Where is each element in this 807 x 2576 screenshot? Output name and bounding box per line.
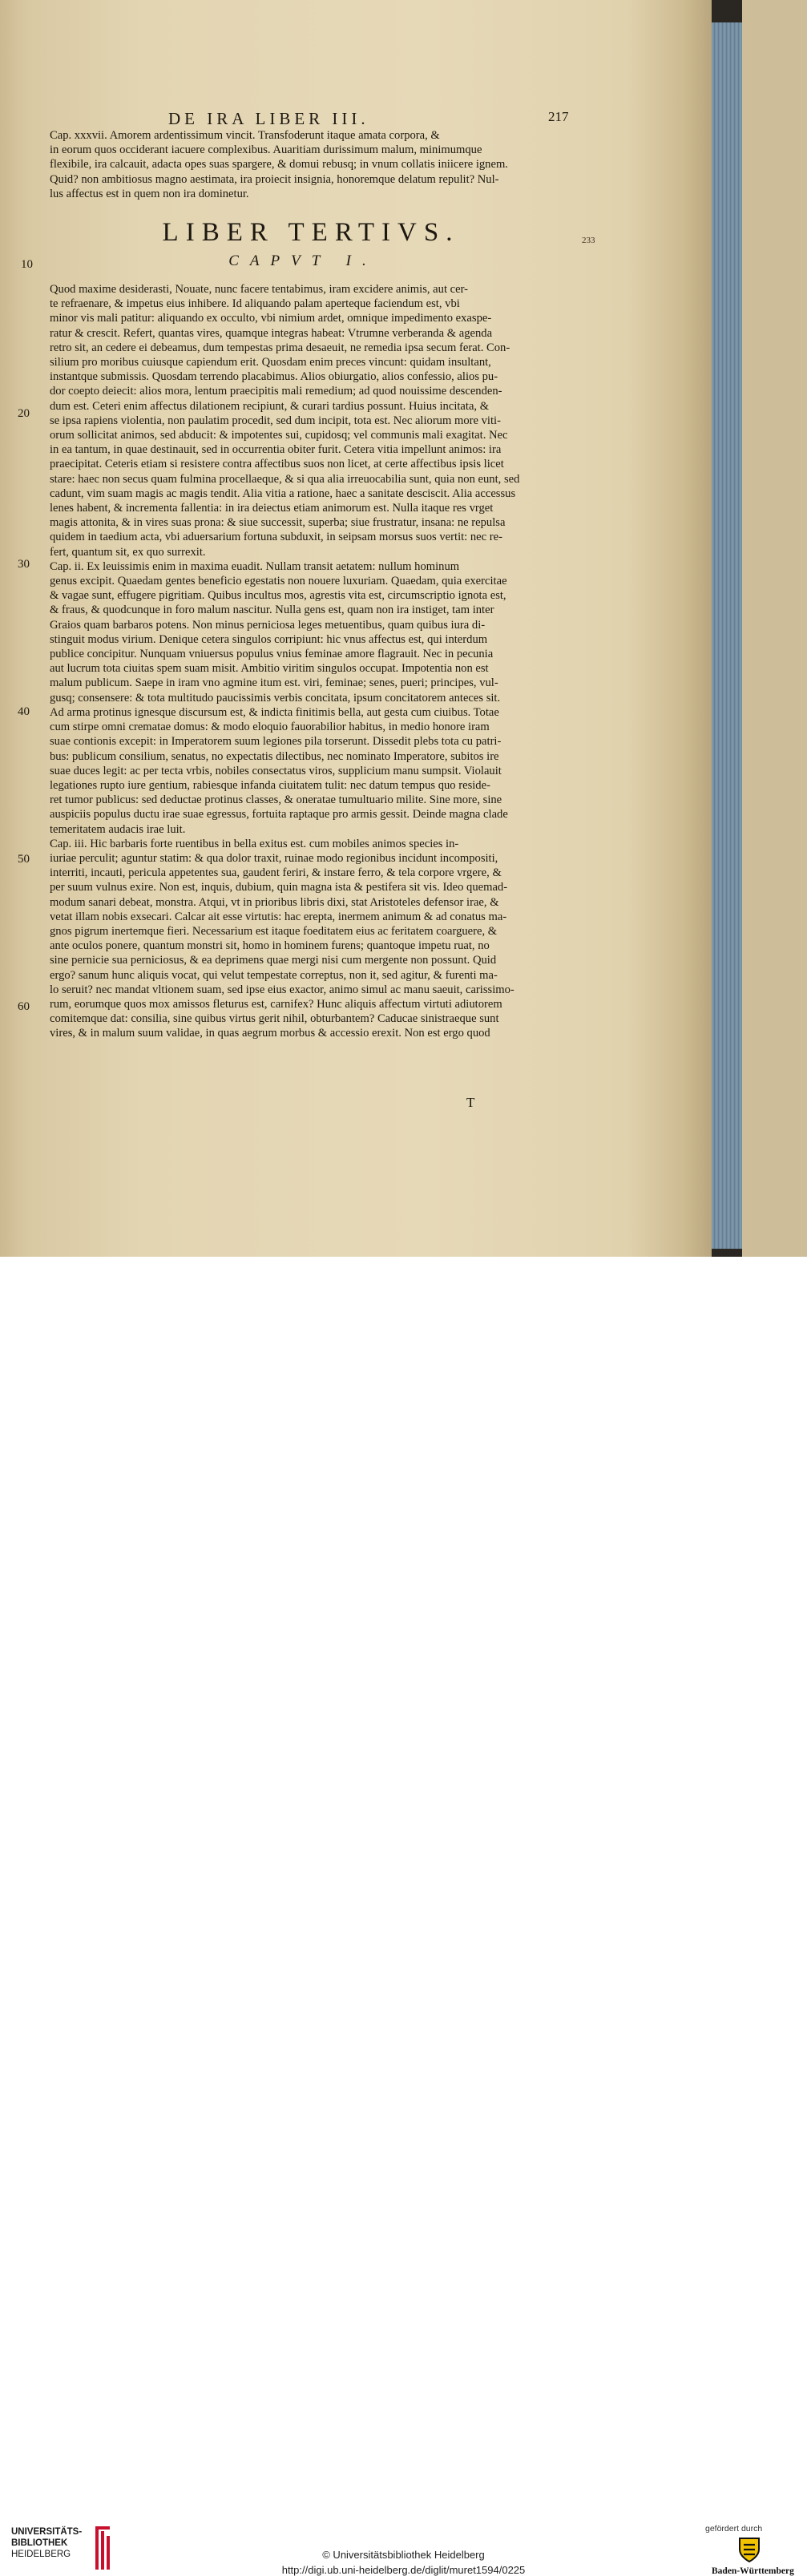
text-line: Quid? non ambitiosus magno aestimata, ira proiecit insignia, honoremque delatum repulit? Nul- xyxy=(50,172,499,186)
library-name-line: BIBLIOTHEK xyxy=(11,2538,68,2548)
copyright-notice: © Universitätsbibliothek Heidelberg xyxy=(322,2549,485,2561)
text-line: silium pro moribus cuiusque capiendum erit. Quosdam enim preces vincunt: quidam insultant, xyxy=(50,356,491,369)
text-line: quidem in taedium acta, vbi aduersarium fortuna subduxit, in seipsam morsus suos vertit: nec re- xyxy=(50,531,502,544)
text-line: se ipsa rapiens violentia, non paulatim procedit, sed dum incipit, tota est. Nec aliorum more viti- xyxy=(50,414,501,427)
text-line: praecipitat. Ceteris etiam si resistere contra affectibus suos non licet, at certe affectibus ipsis licet xyxy=(50,458,504,471)
footer xyxy=(0,1257,807,2576)
text-line: fert, quantum sit, ex quo surrexit. xyxy=(50,545,206,559)
text-line: dum est. Ceteri enim affectus dilationem recipiunt, & curari tardius possunt. Huius incitata, & xyxy=(50,399,490,413)
line-number: 40 xyxy=(18,705,30,718)
text-block-chapter-37 xyxy=(50,128,571,201)
book-cover-board xyxy=(742,0,807,1257)
line-number: 50 xyxy=(18,853,30,866)
page-number: 217 xyxy=(548,109,569,124)
text-line: Cap. xxxvii. Amorem ardentissimum vincit. Transfoderunt itaque amata corpora, & xyxy=(50,129,440,142)
text-line: Ad arma protinus ignesque discursum est, & indicta finitimis bella, aut gesta cum ciuibus. Totae xyxy=(50,705,499,719)
text-line: ret tumor publicus: sed deductae protinus classes, & oneratae tumultuario milite. Sine more, sine xyxy=(50,793,502,807)
text-line: & fraus, & quodcunque in foro malum nascitur. Nulla gens est, quam non ira instiget, tam inter xyxy=(50,604,494,617)
text-line: Cap. iii. Hic barbaris forte ruentibus in bella exitus est. cum mobiles animos species in- xyxy=(50,837,459,850)
book-scan xyxy=(0,0,807,1257)
text-block-main xyxy=(50,282,571,1041)
library-name-line: HEIDELBERG xyxy=(11,2550,71,2559)
handwritten-sheet-number: 233 xyxy=(582,236,595,245)
baden-wuerttemberg-crest-icon xyxy=(736,2536,762,2563)
text-line: orum sollicitat animos, sed abducit: & impotentes sui, cupidosq; vel communis mali exagitat. Nec xyxy=(50,429,508,442)
book-page xyxy=(0,0,712,1257)
text-line: cadunt, vim suam magis ac magis tendit. Alia vitia a ratione, haec a sanitate desciscit. Alia accessus xyxy=(50,487,516,500)
text-line: comitemque dat: consilia, sine quibus virtus gerit nihil, obturbantem? Caducae sinistraeque sunt xyxy=(50,1012,499,1026)
text-line: malum publicum. Saepe in iram vno agmine itum est. viri, feminae; senes, pueri; principes, vul- xyxy=(50,676,498,690)
page-edges xyxy=(712,22,742,1249)
text-line: vetat illam nobis exsecari. Calcar ait esse virtutis: hac erepta, inermem animum & ad conatus ma- xyxy=(50,910,507,923)
running-head: DE IRA LIBER III. xyxy=(168,109,369,128)
text-line: lo seruit? nec mandat vltionem suam, sed ipse eius exactor, animo simul ac manu saeuit, carissimo- xyxy=(50,983,514,996)
text-line: bus: publicum consilium, senatus, no expectatis dilectibus, nec nominato Imperatore, subitos ire xyxy=(50,749,499,763)
line-number: 20 xyxy=(18,407,30,420)
text-line: in eorum quos occiderant iacuere complexibus. Auaritiam durissimum malum, minimumque xyxy=(50,143,482,157)
text-line: & vagae sunt, effugere pigritiam. Quibus incultus mos, agrestis vita est, circumscriptio ignota est, xyxy=(50,589,506,603)
text-line: legationes rupto iure gentium, rabiesque infanda ciuitatem tulit: nec datum tempus quo reside- xyxy=(50,778,490,792)
text-line: vires, & in malum suum validae, in quas aegrum morbus & accessio erexit. Non est ergo quod xyxy=(50,1027,490,1040)
text-line: gnos pigrum inertemque fieri. Necessarium est itaque foeditatem eius ac feritatem coarguere, & xyxy=(50,924,498,938)
signature-mark: T xyxy=(466,1095,475,1110)
line-number: 30 xyxy=(18,558,30,571)
text-line: retro sit, an cedere ei debeamus, dum tempestas prima desaeuit, ne remedia ipsa secum ferat. Con- xyxy=(50,341,510,354)
line-number: 10 xyxy=(21,258,33,271)
text-line: Cap. ii. Ex leuissimis enim in maxima euadit. Nullam transit aetatem: nullum hominum xyxy=(50,559,460,573)
text-line: iuriae perculit; aguntur statim: & qua dolor traxit, ruinae modo regionibus incidunt incompositi, xyxy=(50,851,498,865)
text-line: stare: haec non secus quam fulmina procellaeque, & si qua alia irreuocabilia sunt, quia non eunt, sed xyxy=(50,472,520,486)
text-line: genus excipit. Quaedam gentes beneficio egestatis non nouere luxuriam. Quaedam, quia exercitae xyxy=(50,575,507,588)
text-line: magis attonita, & in vires suas prona: & siue successit, superba; siue frustratur, insana: ne repulsa xyxy=(50,516,506,530)
library-name-line: UNIVERSITÄTS- xyxy=(11,2527,83,2537)
text-line: ergo? sanum hunc aliquis vocat, qui velut tempestate correptus, non it, sed agitur, & furenti ma- xyxy=(50,968,498,982)
text-line: suae duces legit: ac per tecta vrbis, nobiles consectatus viros, supplicium manu sumpsit. Violauit xyxy=(50,764,502,777)
text-line: stinguit modus virium. Denique cetera singulos corripiunt: hic vnus affectus est, qui interdum xyxy=(50,632,488,646)
text-line: suae contionis excepit: in Imperatorem suum legiones pila torserunt. Dissedit plebs tota cu patri- xyxy=(50,735,502,749)
chapter-heading: CAPVT I. xyxy=(228,252,377,269)
text-line: publice concipitur. Nunquam vniuersus populus vnius feminae amore flagrauit. Nec in pecunia xyxy=(50,648,494,661)
text-line: Graios quam barbaros potens. Non minus perniciosa leges metuentibus, quam quibus iura di- xyxy=(50,618,486,632)
text-line: rum, eorumque quos mox amissos fleturus est, carnifex? Hunc aliquis affectum virtuti adiutorem xyxy=(50,997,502,1011)
text-line: sine pernicie sua perniciosus, & ea deprimens quae mergi nisi cum mergente non possunt. Quid xyxy=(50,954,497,967)
text-line: lenes habent, & incrementa fallentia: in ira deiectus etiam animorum est. Nulla itaque res vrget xyxy=(50,502,494,515)
text-line: minor vis mali patitur: aliquando ex occulto, vbi nimium ardet, omnique impedimento exaspe- xyxy=(50,312,492,325)
text-line: lus affectus est in quem non ira dominetur. xyxy=(50,187,249,200)
text-line: modum sanari debeat, monstra. Atqui, vt in prioribus libris dixi, stat Aristoteles defensor irae, & xyxy=(50,895,499,909)
text-line: interriti, incauti, pericula appetentes sua, gaudent feriri, & instare ferro, & tela corpore vrgere, & xyxy=(50,866,502,880)
text-line: cum stirpe omni crematae domus: & modo eloquio fauorabilior habitus, in medio honore iram xyxy=(50,721,490,734)
text-line: gusq; consensere: & tota multitudo paucissimis verbis concitata, ipsum concitatorem anteces sit. xyxy=(50,691,501,705)
text-line: flexibile, ira calcauit, adacta opes suas spargere, & domui rebusq; in vnum collatis iniicere ignem. xyxy=(50,158,508,172)
text-line: ante oculos ponere, quantum monstri sit, homo in hominem furens; quantoque impetu ruat, no xyxy=(50,939,490,953)
text-line: auspiciis populus ductu irae suae egressus, fortuita raptaque pro armis gessit. Deinde magna clade xyxy=(50,808,508,822)
line-number: 60 xyxy=(18,1000,30,1013)
funder-name: Baden-Württemberg xyxy=(712,2566,794,2576)
text-line: in ea tantum, in quae destinauit, sed in occurrentia obiter furit. Cetera vitia impellunt animos: ira xyxy=(50,443,502,457)
permalink[interactable]: http://digi.ub.uni-heidelberg.de/diglit/muret1594/0225 xyxy=(281,2564,526,2576)
book-title-heading: LIBER TERTIVS. xyxy=(162,218,460,247)
text-line: dor coepto deiecit: alios mora, lentum praecipitis mali remedium; ad quod nouissime descenden- xyxy=(50,385,502,398)
text-line: temeritatem audacis irae luit. xyxy=(50,822,186,836)
text-line: aut lucrum tota ciuitas spem suam misit. Ambitio viritim singulos occupat. Impotentia non est xyxy=(50,662,489,676)
funded-by-label: gefördert durch xyxy=(705,2524,763,2534)
text-line: te refraenare, & impetus eius inhibere. Id aliquando palam aperteque faciendum est, vbi xyxy=(50,297,460,311)
text-line: per suum vulnus exire. Non est, inquis, dubium, quin magna ista & pestifera sit vis. Ideo quemad- xyxy=(50,881,508,894)
text-line: instantque submissis. Quosdam terrendo placabimus. Alios obiurgatio, alios confessio, alios pu- xyxy=(50,370,498,384)
text-line: Quod maxime desiderasti, Nouate, nunc facere tentabimus, iram excidere animis, aut cer- xyxy=(50,283,469,296)
text-line: ratur & crescit. Refert, quantas vires, quamque integras habeat: Vtrumne verberanda & agenda xyxy=(50,326,493,340)
